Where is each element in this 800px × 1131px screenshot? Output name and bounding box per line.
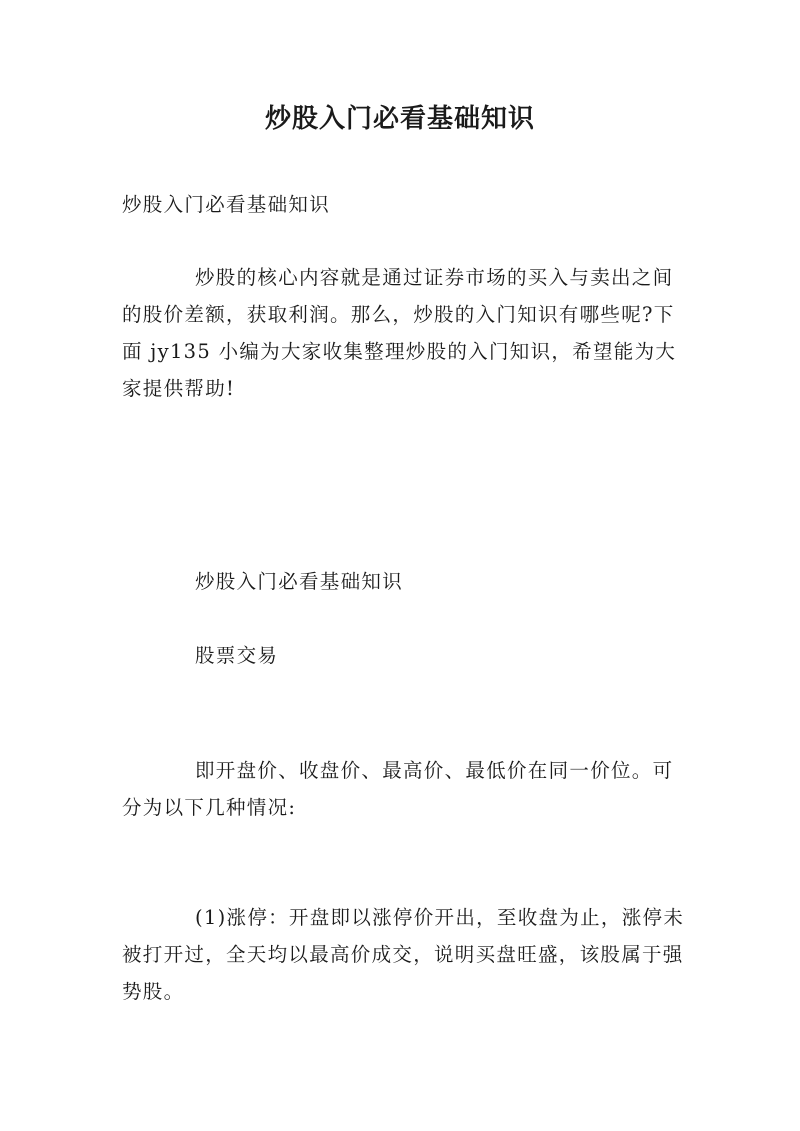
intro-paragraph: 炒股的核心内容就是通过证券市场的买入与卖出之间的股价差额，获取利润。那么，炒股的入门知识有哪些呢?下面 jy135 小编为大家收集整理炒股的入门知识，希望能为大家提供帮助! bbox=[122, 266, 677, 400]
document-title: 炒股入门必看基础知识 bbox=[264, 104, 535, 134]
body-paragraph: (1)涨停：开盘即以涨停价开出，至收盘为止，涨停未被打开过，全天均以最高价成交，说明买盘旺盛，该股属于强势股。 bbox=[122, 906, 685, 1003]
section-subheading: 股票交易 bbox=[195, 644, 279, 667]
document-subtitle: 炒股入门必看基础知识 bbox=[122, 193, 331, 216]
body-paragraph: 即开盘价、收盘价、最高价、最低价在同一价位。可分为以下几种情况: bbox=[122, 759, 674, 819]
section-heading: 炒股入门必看基础知识 bbox=[195, 570, 404, 593]
